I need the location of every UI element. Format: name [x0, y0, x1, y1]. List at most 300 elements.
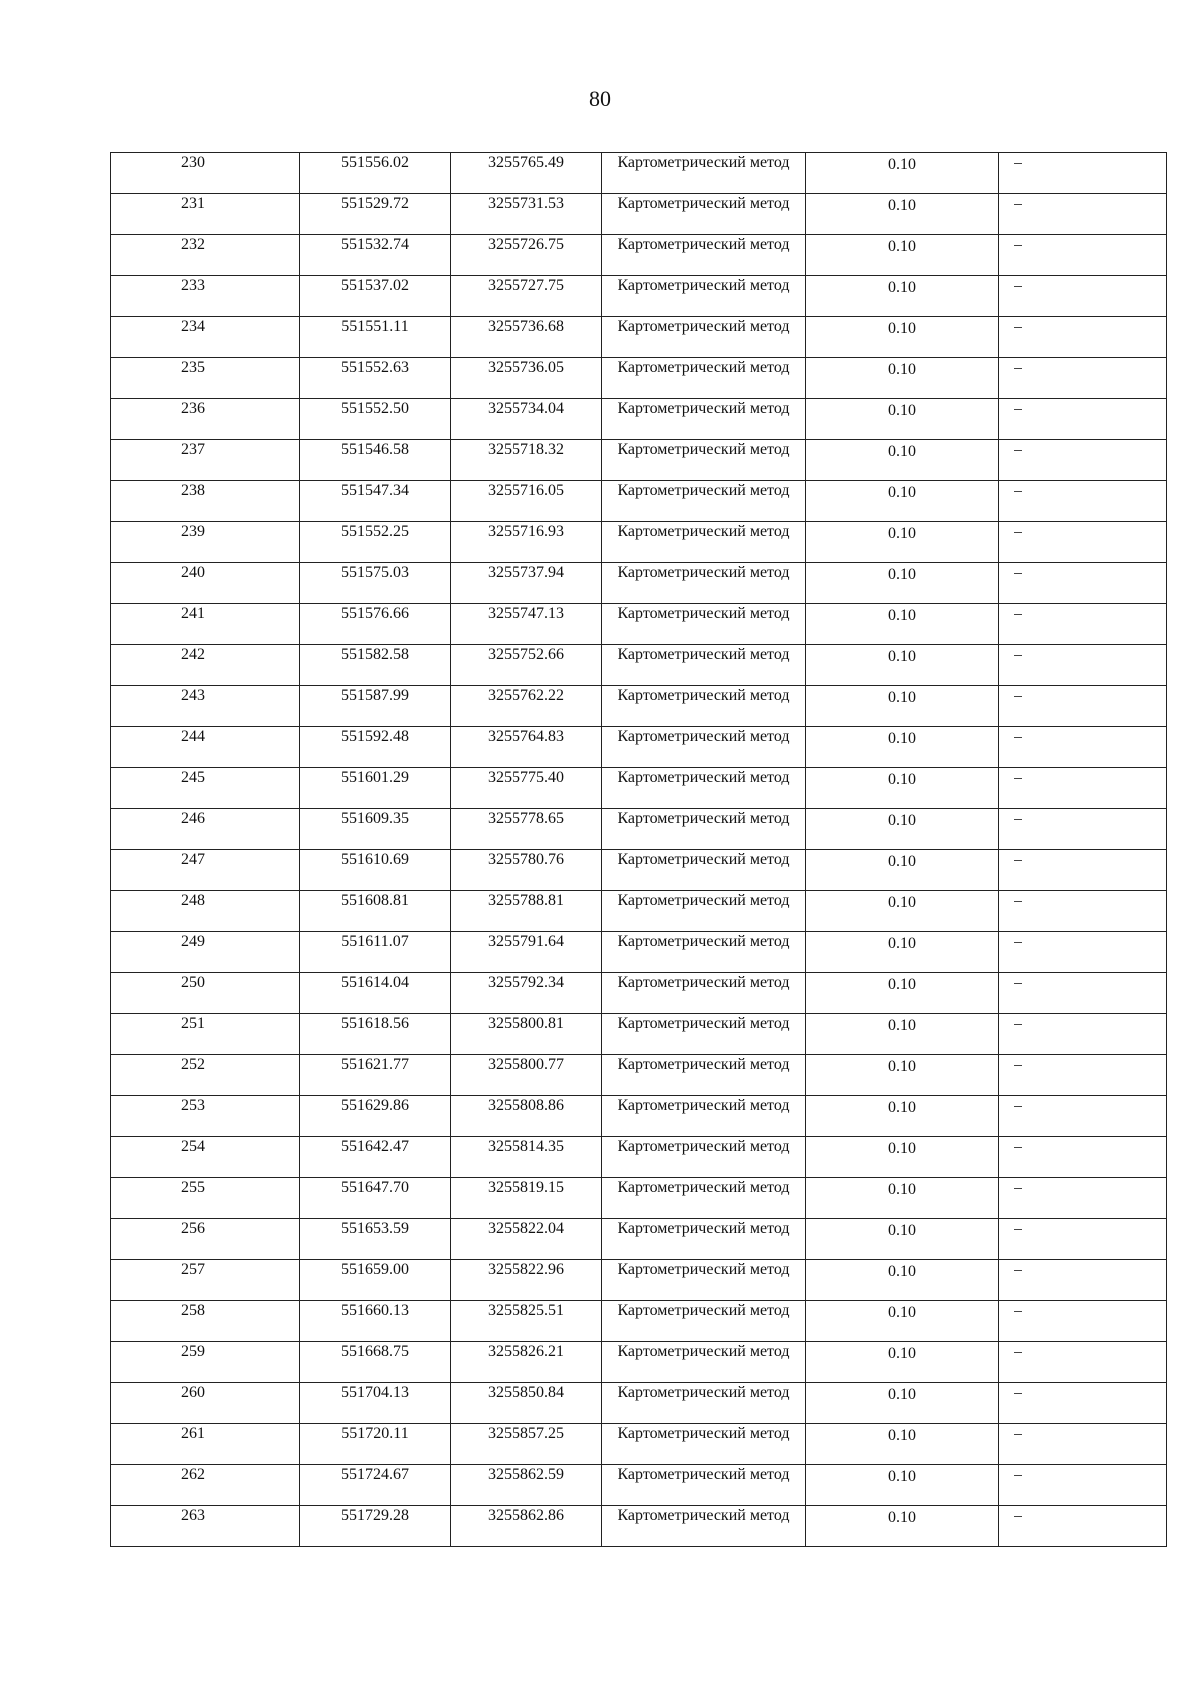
x-text: 551610.69 [341, 851, 409, 868]
table-row [111, 1219, 1167, 1260]
method-cell [602, 1342, 806, 1383]
accuracy-text: 0.10 [888, 1468, 916, 1485]
x-coordinate-cell [300, 604, 451, 645]
num-text: 248 [181, 892, 205, 909]
method-cell [602, 1096, 806, 1137]
method-cell [602, 1137, 806, 1178]
method-cell [602, 932, 806, 973]
x-coordinate-cell [300, 1014, 451, 1055]
y-text: 3255734.04 [488, 400, 564, 417]
num-text: 246 [181, 810, 205, 827]
dash-mark [1014, 614, 1022, 615]
method-cell [602, 1465, 806, 1506]
num-text: 250 [181, 974, 205, 991]
point-number-cell [111, 276, 300, 317]
table-row [111, 1383, 1167, 1424]
method-text: Картометрический метод [617, 1425, 790, 1442]
dash-mark [1014, 573, 1022, 574]
y-coordinate-cell [451, 194, 602, 235]
num-text: 243 [181, 687, 205, 704]
table-row [111, 522, 1167, 563]
method-text: Картометрический метод [617, 1015, 790, 1032]
x-coordinate-cell [300, 1096, 451, 1137]
x-text: 551659.00 [341, 1261, 409, 1278]
method-text: Картометрический метод [617, 1302, 790, 1319]
note-cell [999, 850, 1167, 891]
y-coordinate-cell [451, 1137, 602, 1178]
method-cell [602, 1260, 806, 1301]
x-text: 551529.72 [341, 195, 409, 212]
note-cell [999, 891, 1167, 932]
method-cell [602, 850, 806, 891]
method-cell [602, 194, 806, 235]
accuracy-cell [806, 1465, 999, 1506]
num-text: 252 [181, 1056, 205, 1073]
method-cell [602, 440, 806, 481]
x-text: 551547.34 [341, 482, 409, 499]
x-coordinate-cell [300, 645, 451, 686]
method-text: Картометрический метод [617, 1261, 790, 1278]
method-text: Картометрический метод [617, 1179, 790, 1196]
note-cell [999, 440, 1167, 481]
accuracy-text: 0.10 [888, 648, 916, 665]
point-number-cell [111, 891, 300, 932]
x-text: 551647.70 [341, 1179, 409, 1196]
x-coordinate-cell [300, 276, 451, 317]
method-cell [602, 891, 806, 932]
x-text: 551611.07 [341, 933, 409, 950]
table-row [111, 809, 1167, 850]
point-number-cell [111, 1506, 300, 1547]
method-text: Картометрический метод [617, 195, 790, 212]
x-text: 551729.28 [341, 1507, 409, 1524]
y-text: 3255822.96 [488, 1261, 564, 1278]
x-text: 551592.48 [341, 728, 409, 745]
note-cell [999, 1465, 1167, 1506]
y-coordinate-cell [451, 481, 602, 522]
note-cell [999, 768, 1167, 809]
accuracy-text: 0.10 [888, 1345, 916, 1362]
method-text: Картометрический метод [617, 1056, 790, 1073]
dash-mark [1014, 1024, 1022, 1025]
accuracy-text: 0.10 [888, 1017, 916, 1034]
table-row [111, 891, 1167, 932]
point-number-cell [111, 604, 300, 645]
x-coordinate-cell [300, 891, 451, 932]
accuracy-cell [806, 727, 999, 768]
method-cell [602, 1424, 806, 1465]
method-cell [602, 358, 806, 399]
coordinates-table-wrapper [110, 152, 1136, 1547]
method-cell [602, 1219, 806, 1260]
accuracy-text: 0.10 [888, 730, 916, 747]
y-coordinate-cell [451, 973, 602, 1014]
point-number-cell [111, 1342, 300, 1383]
y-coordinate-cell [451, 809, 602, 850]
y-coordinate-cell [451, 1424, 602, 1465]
point-number-cell [111, 481, 300, 522]
method-cell [602, 399, 806, 440]
method-cell [602, 809, 806, 850]
table-row [111, 1014, 1167, 1055]
y-text: 3255862.59 [488, 1466, 564, 1483]
accuracy-text: 0.10 [888, 566, 916, 583]
point-number-cell [111, 727, 300, 768]
y-text: 3255862.86 [488, 1507, 564, 1524]
point-number-cell [111, 1014, 300, 1055]
x-coordinate-cell [300, 194, 451, 235]
accuracy-cell [806, 317, 999, 358]
table-row [111, 604, 1167, 645]
note-cell [999, 1260, 1167, 1301]
y-coordinate-cell [451, 1465, 602, 1506]
method-cell [602, 1301, 806, 1342]
num-text: 255 [181, 1179, 205, 1196]
accuracy-cell [806, 891, 999, 932]
dash-mark [1014, 327, 1022, 328]
dash-mark [1014, 983, 1022, 984]
point-number-cell [111, 1219, 300, 1260]
num-text: 233 [181, 277, 205, 294]
y-text: 3255826.21 [488, 1343, 564, 1360]
x-text: 551668.75 [341, 1343, 409, 1360]
note-cell [999, 1137, 1167, 1178]
dash-mark [1014, 1270, 1022, 1271]
num-text: 258 [181, 1302, 205, 1319]
note-cell [999, 645, 1167, 686]
point-number-cell [111, 1465, 300, 1506]
y-coordinate-cell [451, 1383, 602, 1424]
x-coordinate-cell [300, 973, 451, 1014]
x-coordinate-cell [300, 1465, 451, 1506]
dash-mark [1014, 163, 1022, 164]
table-row [111, 194, 1167, 235]
point-number-cell [111, 1096, 300, 1137]
y-coordinate-cell [451, 440, 602, 481]
accuracy-text: 0.10 [888, 1386, 916, 1403]
num-text: 257 [181, 1261, 205, 1278]
point-number-cell [111, 1424, 300, 1465]
num-text: 249 [181, 933, 205, 950]
y-coordinate-cell [451, 522, 602, 563]
num-text: 241 [181, 605, 205, 622]
y-coordinate-cell [451, 1506, 602, 1547]
dash-mark [1014, 860, 1022, 861]
x-text: 551532.74 [341, 236, 409, 253]
point-number-cell [111, 358, 300, 399]
accuracy-text: 0.10 [888, 1099, 916, 1116]
method-text: Картометрический метод [617, 933, 790, 950]
accuracy-cell [806, 399, 999, 440]
num-text: 259 [181, 1343, 205, 1360]
y-coordinate-cell [451, 768, 602, 809]
accuracy-text: 0.10 [888, 484, 916, 501]
y-coordinate-cell [451, 563, 602, 604]
num-text: 234 [181, 318, 205, 335]
y-text: 3255716.05 [488, 482, 564, 499]
method-text: Картометрический метод [617, 687, 790, 704]
accuracy-text: 0.10 [888, 812, 916, 829]
x-coordinate-cell [300, 1055, 451, 1096]
y-text: 3255850.84 [488, 1384, 564, 1401]
note-cell [999, 1424, 1167, 1465]
y-text: 3255857.25 [488, 1425, 564, 1442]
num-text: 263 [181, 1507, 205, 1524]
accuracy-text: 0.10 [888, 1427, 916, 1444]
point-number-cell [111, 235, 300, 276]
y-text: 3255825.51 [488, 1302, 564, 1319]
note-cell [999, 1178, 1167, 1219]
accuracy-cell [806, 686, 999, 727]
method-cell [602, 1055, 806, 1096]
note-cell [999, 563, 1167, 604]
y-coordinate-cell [451, 1260, 602, 1301]
table-row [111, 768, 1167, 809]
note-cell [999, 481, 1167, 522]
accuracy-text: 0.10 [888, 976, 916, 993]
y-coordinate-cell [451, 645, 602, 686]
accuracy-text: 0.10 [888, 320, 916, 337]
y-text: 3255718.32 [488, 441, 564, 458]
accuracy-cell [806, 932, 999, 973]
dash-mark [1014, 1434, 1022, 1435]
num-text: 240 [181, 564, 205, 581]
accuracy-cell [806, 1342, 999, 1383]
x-text: 551642.47 [341, 1138, 409, 1155]
point-number-cell [111, 1301, 300, 1342]
method-text: Картометрический метод [617, 1384, 790, 1401]
y-coordinate-cell [451, 1342, 602, 1383]
x-text: 551587.99 [341, 687, 409, 704]
num-text: 244 [181, 728, 205, 745]
x-text: 551552.25 [341, 523, 409, 540]
method-text: Картометрический метод [617, 1466, 790, 1483]
num-text: 232 [181, 236, 205, 253]
accuracy-text: 0.10 [888, 238, 916, 255]
point-number-cell [111, 768, 300, 809]
dash-mark [1014, 286, 1022, 287]
dash-mark [1014, 1352, 1022, 1353]
y-text: 3255822.04 [488, 1220, 564, 1237]
num-text: 262 [181, 1466, 205, 1483]
point-number-cell [111, 1055, 300, 1096]
x-text: 551576.66 [341, 605, 409, 622]
y-coordinate-cell [451, 932, 602, 973]
y-text: 3255716.93 [488, 523, 564, 540]
x-text: 551546.58 [341, 441, 409, 458]
dash-mark [1014, 1393, 1022, 1394]
num-text: 231 [181, 195, 205, 212]
accuracy-text: 0.10 [888, 607, 916, 624]
table-row [111, 399, 1167, 440]
accuracy-cell [806, 194, 999, 235]
x-coordinate-cell [300, 563, 451, 604]
x-coordinate-cell [300, 440, 451, 481]
note-cell [999, 686, 1167, 727]
x-text: 551552.50 [341, 400, 409, 417]
table-row [111, 1096, 1167, 1137]
table-row [111, 686, 1167, 727]
accuracy-cell [806, 522, 999, 563]
num-text: 230 [181, 154, 205, 171]
num-text: 245 [181, 769, 205, 786]
method-cell [602, 276, 806, 317]
y-coordinate-cell [451, 1096, 602, 1137]
note-cell [999, 358, 1167, 399]
table-row [111, 973, 1167, 1014]
table-row [111, 481, 1167, 522]
note-cell [999, 194, 1167, 235]
num-text: 236 [181, 400, 205, 417]
note-cell [999, 1096, 1167, 1137]
accuracy-cell [806, 358, 999, 399]
y-text: 3255808.86 [488, 1097, 564, 1114]
table-row [111, 1178, 1167, 1219]
method-cell [602, 1178, 806, 1219]
x-coordinate-cell [300, 809, 451, 850]
table-row [111, 932, 1167, 973]
method-text: Картометрический метод [617, 1097, 790, 1114]
accuracy-cell [806, 481, 999, 522]
method-cell [602, 235, 806, 276]
point-number-cell [111, 645, 300, 686]
accuracy-text: 0.10 [888, 771, 916, 788]
dash-mark [1014, 368, 1022, 369]
num-text: 261 [181, 1425, 205, 1442]
point-number-cell [111, 153, 300, 194]
dash-mark [1014, 1147, 1022, 1148]
y-coordinate-cell [451, 153, 602, 194]
accuracy-text: 0.10 [888, 689, 916, 706]
method-text: Картометрический метод [617, 277, 790, 294]
accuracy-cell [806, 1014, 999, 1055]
dash-mark [1014, 737, 1022, 738]
method-cell [602, 1506, 806, 1547]
accuracy-text: 0.10 [888, 1304, 916, 1321]
num-text: 237 [181, 441, 205, 458]
x-coordinate-cell [300, 768, 451, 809]
accuracy-text: 0.10 [888, 935, 916, 952]
method-text: Картометрический метод [617, 564, 790, 581]
method-text: Картометрический метод [617, 605, 790, 622]
x-coordinate-cell [300, 1260, 451, 1301]
accuracy-text: 0.10 [888, 279, 916, 296]
accuracy-text: 0.10 [888, 1509, 916, 1526]
accuracy-cell [806, 276, 999, 317]
note-cell [999, 932, 1167, 973]
y-coordinate-cell [451, 850, 602, 891]
x-coordinate-cell [300, 235, 451, 276]
x-text: 551660.13 [341, 1302, 409, 1319]
method-cell [602, 481, 806, 522]
point-number-cell [111, 1137, 300, 1178]
accuracy-text: 0.10 [888, 197, 916, 214]
y-coordinate-cell [451, 358, 602, 399]
note-cell [999, 1342, 1167, 1383]
y-text: 3255752.66 [488, 646, 564, 663]
table-row [111, 1260, 1167, 1301]
dash-mark [1014, 655, 1022, 656]
method-text: Картометрический метод [617, 1138, 790, 1155]
y-coordinate-cell [451, 727, 602, 768]
dash-mark [1014, 778, 1022, 779]
x-coordinate-cell [300, 1342, 451, 1383]
accuracy-cell [806, 1301, 999, 1342]
method-cell [602, 686, 806, 727]
dash-mark [1014, 1475, 1022, 1476]
note-cell [999, 317, 1167, 358]
x-text: 551601.29 [341, 769, 409, 786]
dash-mark [1014, 1311, 1022, 1312]
method-text: Картометрический метод [617, 974, 790, 991]
x-coordinate-cell [300, 1424, 451, 1465]
accuracy-cell [806, 809, 999, 850]
y-text: 3255780.76 [488, 851, 564, 868]
dash-mark [1014, 491, 1022, 492]
accuracy-text: 0.10 [888, 1181, 916, 1198]
y-text: 3255788.81 [488, 892, 564, 909]
method-text: Картометрический метод [617, 810, 790, 827]
method-cell [602, 604, 806, 645]
method-text: Картометрический метод [617, 441, 790, 458]
y-coordinate-cell [451, 1055, 602, 1096]
method-text: Картометрический метод [617, 154, 790, 171]
y-coordinate-cell [451, 399, 602, 440]
y-text: 3255736.05 [488, 359, 564, 376]
accuracy-text: 0.10 [888, 1058, 916, 1075]
y-text: 3255800.77 [488, 1056, 564, 1073]
accuracy-cell [806, 604, 999, 645]
method-cell [602, 522, 806, 563]
table-row [111, 563, 1167, 604]
x-coordinate-cell [300, 850, 451, 891]
note-cell [999, 973, 1167, 1014]
table-row [111, 1506, 1167, 1547]
point-number-cell [111, 809, 300, 850]
method-text: Картометрический метод [617, 728, 790, 745]
table-row [111, 440, 1167, 481]
dash-mark [1014, 409, 1022, 410]
method-text: Картометрический метод [617, 400, 790, 417]
x-coordinate-cell [300, 686, 451, 727]
accuracy-text: 0.10 [888, 525, 916, 542]
table-row [111, 276, 1167, 317]
method-text: Картометрический метод [617, 892, 790, 909]
method-text: Картометрический метод [617, 1507, 790, 1524]
point-number-cell [111, 563, 300, 604]
y-coordinate-cell [451, 604, 602, 645]
method-cell [602, 727, 806, 768]
point-number-cell [111, 194, 300, 235]
y-coordinate-cell [451, 1014, 602, 1055]
dash-mark [1014, 1229, 1022, 1230]
x-coordinate-cell [300, 1178, 451, 1219]
method-text: Картометрический метод [617, 359, 790, 376]
accuracy-cell [806, 1055, 999, 1096]
note-cell [999, 235, 1167, 276]
point-number-cell [111, 932, 300, 973]
note-cell [999, 1219, 1167, 1260]
y-text: 3255778.65 [488, 810, 564, 827]
x-text: 551629.86 [341, 1097, 409, 1114]
table-row [111, 727, 1167, 768]
note-cell [999, 1383, 1167, 1424]
x-coordinate-cell [300, 1301, 451, 1342]
x-text: 551704.13 [341, 1384, 409, 1401]
y-text: 3255726.75 [488, 236, 564, 253]
point-number-cell [111, 686, 300, 727]
y-coordinate-cell [451, 1178, 602, 1219]
